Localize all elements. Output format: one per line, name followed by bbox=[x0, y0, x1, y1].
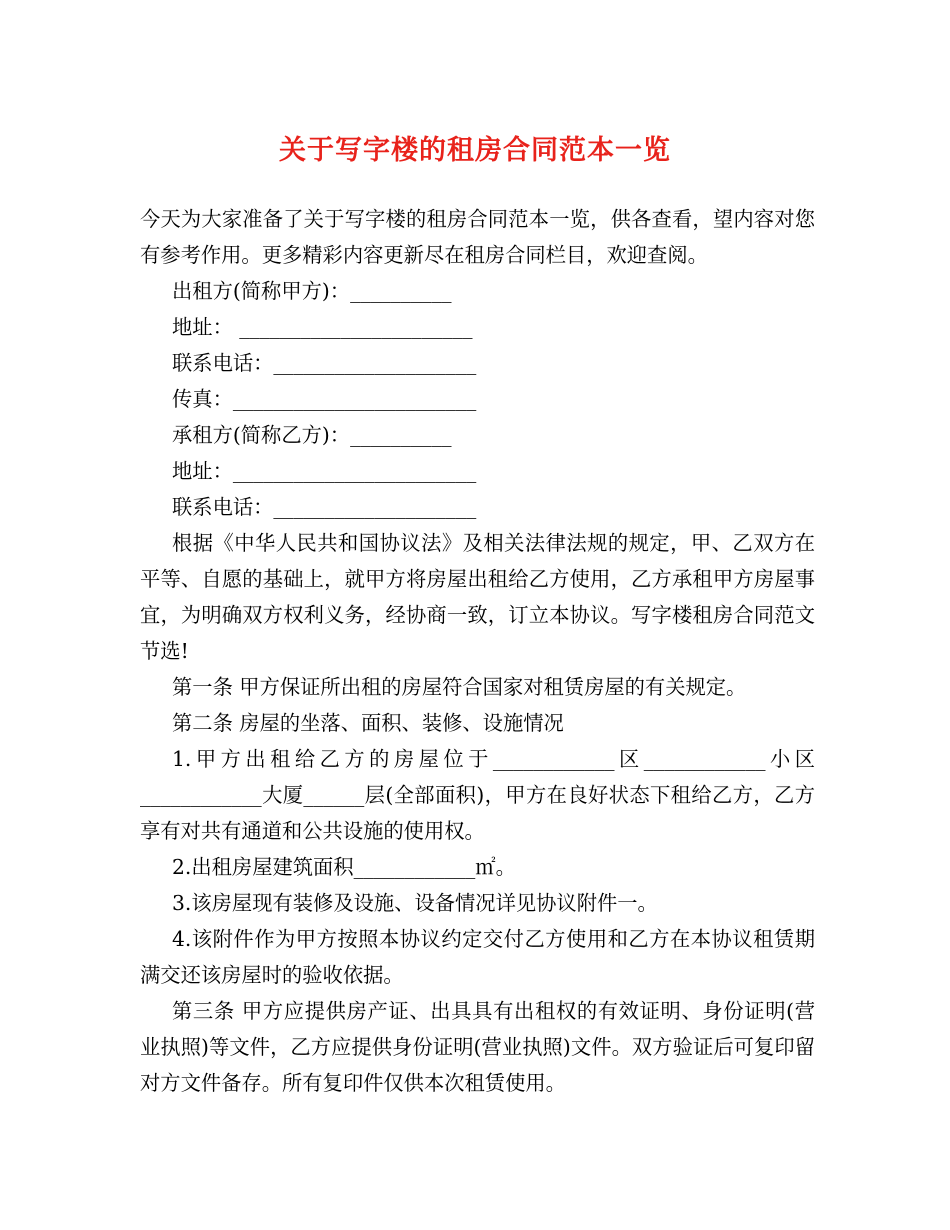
lessee-phone-field: 联系电话：____________________ bbox=[172, 495, 477, 519]
intro-paragraph: 今天为大家准备了关于写字楼的租房合同范本一览，供各查看，望内容对您有参考作用。更多精彩内容更新尽在租房合同栏目，欢迎查阅。 bbox=[140, 207, 815, 267]
lessee-address-field: 地址：________________________ bbox=[172, 459, 477, 483]
article-3-paragraph: 第三条 甲方应提供房产证、出具具有出租权的有效证明、身份证明(营业执照)等文件，乙方应提供身份证明(营业执照)文件。双方验证后可复印留对方文件备存。所有复印件仅供本次租赁使用。 bbox=[140, 999, 815, 1095]
document-title: 关于写字楼的租房合同范本一览 bbox=[279, 135, 671, 166]
article-2-heading: 第二条 房屋的坐落、面积、装修、设施情况 bbox=[172, 711, 564, 735]
article-1-paragraph: 第一条 甲方保证所出租的房屋符合国家对租赁房屋的有关规定。 bbox=[172, 675, 747, 699]
lessor-fax-field: 传真：________________________ bbox=[172, 387, 477, 411]
document-body bbox=[140, 201, 815, 1101]
article-2-item-1: 1.甲方出租给乙方的房屋位于____________区____________小区____________大厦______层(全部面积)，甲方在良好状态下租给乙方，乙方享有对共有通道和公共设施的使用权。 bbox=[140, 747, 815, 843]
lessor-name-field: 出租方(简称甲方)：__________ bbox=[172, 279, 452, 303]
article-2-item-2: 2.出租房屋建筑面积____________㎡。 bbox=[172, 855, 516, 879]
lessor-phone-field: 联系电话：____________________ bbox=[172, 351, 477, 375]
article-2-item-4: 4.该附件作为甲方按照本协议约定交付乙方使用和乙方在本协议租赁期满交还该房屋时的验收依据。 bbox=[140, 927, 815, 987]
lessee-name-field: 承租方(简称乙方)：__________ bbox=[172, 423, 452, 447]
lessor-address-field: 地址： _______________________ bbox=[172, 315, 473, 339]
article-2-item-3: 3.该房屋现有装修及设施、设备情况详见协议附件一。 bbox=[172, 891, 658, 915]
preamble-paragraph: 根据《中华人民共和国协议法》及相关法律法规的规定，甲、乙双方在平等、自愿的基础上，就甲方将房屋出租给乙方使用，乙方承租甲方房屋事宜，为明确双方权利义务，经协商一致，订立本协议。写字楼租房合同范文节选! bbox=[140, 531, 815, 663]
